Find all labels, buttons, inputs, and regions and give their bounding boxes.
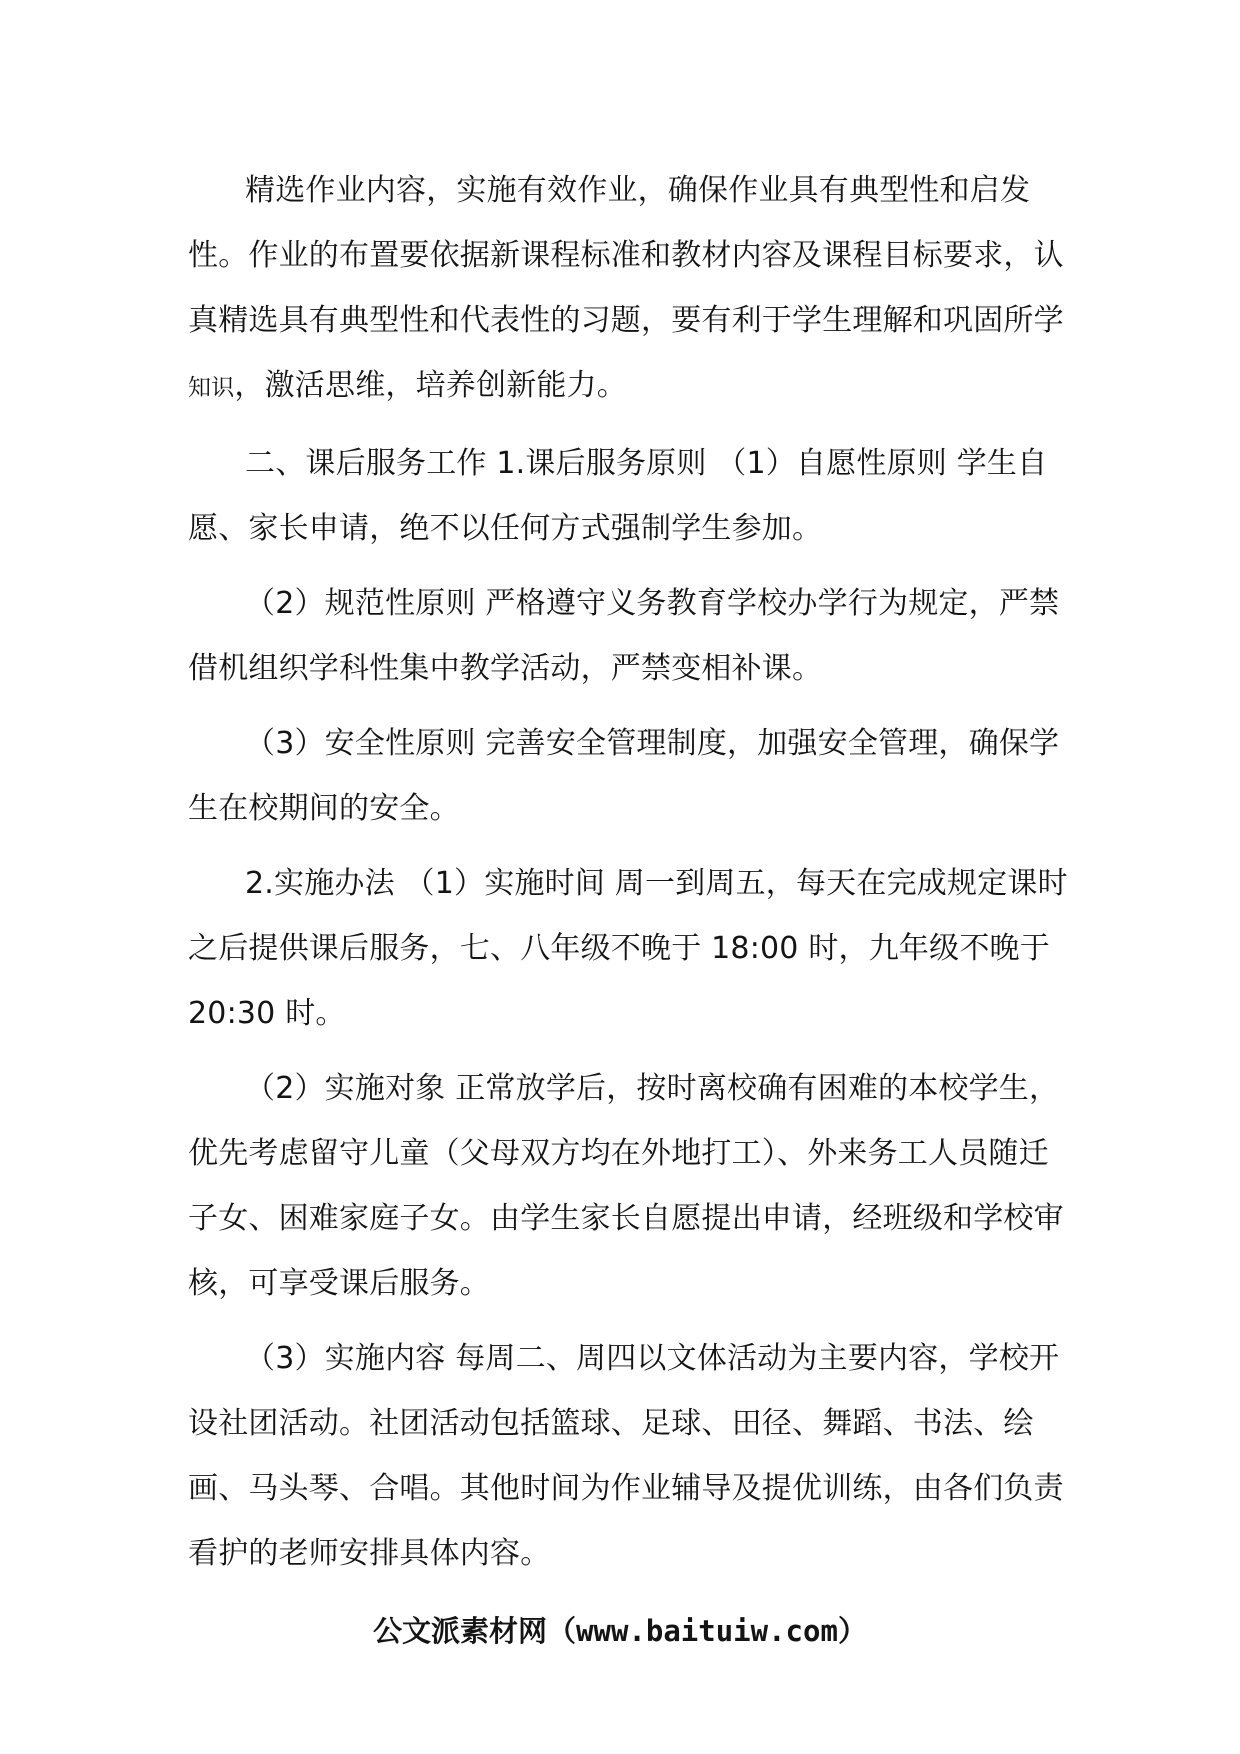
footer-close-paren: ） — [837, 1614, 867, 1648]
paragraph-safety-principle: （3）安全性原则 完善安全管理制度，加强安全管理，确保学生在校期间的安全。 — [188, 726, 1060, 826]
paragraph-homework-small-text: 知识 — [188, 375, 235, 401]
paragraph-normative-principle: （2）规范性原则 严格遵守义务教育学校办学行为规定，严禁借机组织学科性集中教学活动，严禁变相补课。 — [188, 586, 1060, 686]
paragraph-implementation-content: （3）实施内容 每周二、周四以文体活动为主要内容，学校开设社团活动。社团活动包括篮球、足球、田径、舞蹈、书法、绘画、马头琴、合唱。其他时间为作业辅导及提优训练，由各们负责看护的老师安排具体内容。 — [188, 1341, 1064, 1571]
paragraph-implementation-time: 2.实施办法 （1）实施时间 周一到周五，每天在完成规定课时之后提供课后服务，七、八年级不晚于 18:00 时，九年级不晚于 20:30 时。 — [188, 866, 1068, 1031]
footer-source — [0, 1611, 1240, 1651]
footer-site-name: 公文派素材网（ — [373, 1614, 577, 1648]
footer-url: www.baituiw.com — [576, 1614, 838, 1648]
paragraph-implementation-target: （2）实施对象 正常放学后，按时离校确有困难的本校学生，优先考虑留守儿童（父母双方均在外地打工）、外来务工人员随迁子女、困难家庭子女。由学生家长自愿提出申请，经班级和学校审核，可享受课后服务。 — [188, 1071, 1064, 1301]
paragraph-service-principles: 二、课后服务工作 1.课后服务原则 （1）自愿性原则 学生自愿、家长申请，绝不以任何方式强制学生参加。 — [188, 446, 1048, 546]
paragraph-homework-text: 精选作业内容，实施有效作业，确保作业具有典型性和启发性。作业的布置要依据新课程标准和教材内容及课程目标要求，认真精选具有典型性和代表性的习题，要有利于学生理解和巩固所学 — [188, 173, 1064, 338]
paragraph-homework-text-end: ，激活思维，培养创新能力。 — [234, 368, 628, 403]
paragraph-homework — [188, 158, 1068, 421]
document-body — [188, 158, 1068, 1596]
